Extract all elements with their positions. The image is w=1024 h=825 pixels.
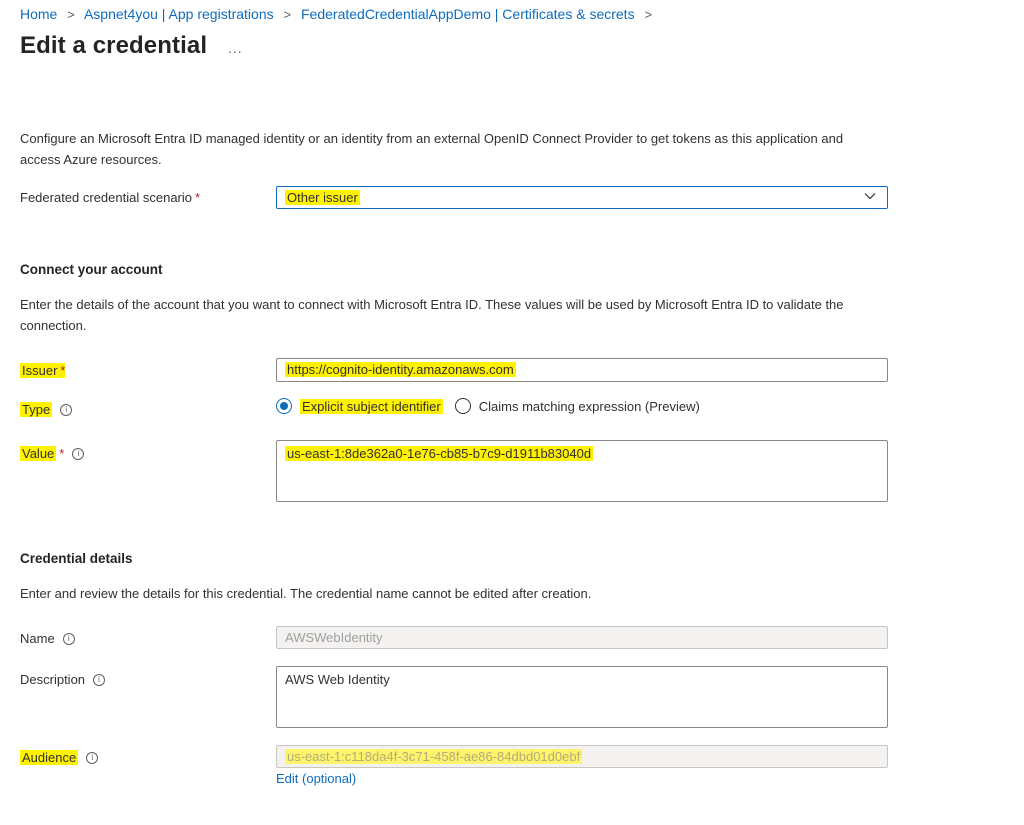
breadcrumb-separator: > — [644, 7, 653, 22]
page-title: Edit a credential — [20, 32, 208, 59]
info-icon[interactable]: i — [72, 448, 84, 460]
value-textarea[interactable] — [276, 440, 888, 502]
required-marker: * — [60, 363, 66, 378]
scenario-value: Other issuer — [287, 190, 358, 205]
info-icon[interactable]: i — [60, 404, 72, 416]
description-textarea[interactable] — [276, 666, 888, 728]
radio-explicit-subject-label: Explicit subject identifier — [302, 398, 441, 414]
type-radio-group — [276, 398, 712, 414]
more-options-button[interactable]: ... — [228, 40, 243, 56]
info-icon[interactable]: i — [93, 674, 105, 686]
radio-explicit-subject[interactable] — [276, 398, 443, 414]
details-heading: Credential details — [20, 551, 133, 566]
issuer-label-text: Issuer — [22, 363, 58, 378]
name-label — [20, 631, 75, 646]
description-label — [20, 672, 105, 687]
name-label-text: Name — [20, 631, 55, 646]
details-description: Enter and review the details for this credential. The credential name cannot be edited after creation. — [20, 586, 592, 601]
issuer-label — [20, 363, 65, 378]
breadcrumb-separator: > — [67, 7, 75, 22]
chevron-down-icon — [863, 189, 877, 203]
breadcrumb-certificates-secrets[interactable]: FederatedCredentialAppDemo | Certificates & secrets — [301, 6, 635, 22]
intro-text: Configure an Microsoft Entra ID managed identity or an identity from an external OpenID Connect Provider to get tokens as this application and access Azure resources. — [20, 131, 844, 167]
value-label — [20, 446, 84, 461]
value-label-text: Value — [22, 446, 55, 461]
edit-audience-link[interactable]: Edit (optional) — [276, 771, 357, 786]
info-icon[interactable]: i — [63, 633, 75, 645]
issuer-value: https://cognito-identity.amazonaws.com — [287, 362, 514, 377]
name-input — [276, 626, 888, 649]
radio-unselected-icon — [455, 398, 471, 414]
description-value: AWS Web Identity — [285, 672, 390, 687]
audience-label — [20, 750, 98, 765]
breadcrumb-home[interactable]: Home — [20, 6, 58, 22]
description-label-text: Description — [20, 672, 86, 687]
scenario-dropdown[interactable] — [276, 186, 888, 209]
radio-claims-matching[interactable] — [455, 398, 700, 414]
value-text: us-east-1:8de362a0-1e76-cb85-b7c9-d1911b83040d — [287, 446, 592, 461]
name-value: AWSWebIdentity — [285, 630, 383, 645]
info-icon[interactable]: i — [86, 752, 98, 764]
type-label — [20, 402, 72, 417]
radio-claims-matching-label: Claims matching expression (Preview) — [478, 398, 700, 414]
radio-selected-icon — [276, 398, 292, 414]
scenario-label-text: Federated credential scenario — [20, 190, 192, 205]
audience-input — [276, 745, 888, 768]
connect-heading: Connect your account — [20, 262, 163, 277]
connect-description: Enter the details of the account that you want to connect with Microsoft Entra ID. These values will be used by Microsoft Entra ID to validate the connection. — [20, 297, 844, 333]
required-marker: * — [59, 446, 65, 461]
audience-value: us-east-1:c118da4f-3c71-458f-ae86-84dbd01d0ebf — [287, 749, 581, 764]
scenario-label — [20, 190, 200, 205]
breadcrumb-separator: > — [283, 7, 292, 22]
breadcrumb-app-registrations[interactable]: Aspnet4you | App registrations — [83, 6, 274, 22]
breadcrumb — [20, 6, 658, 22]
audience-label-text: Audience — [22, 750, 77, 765]
type-label-text: Type — [22, 402, 51, 417]
issuer-input[interactable] — [276, 358, 888, 382]
required-marker: * — [195, 190, 201, 205]
